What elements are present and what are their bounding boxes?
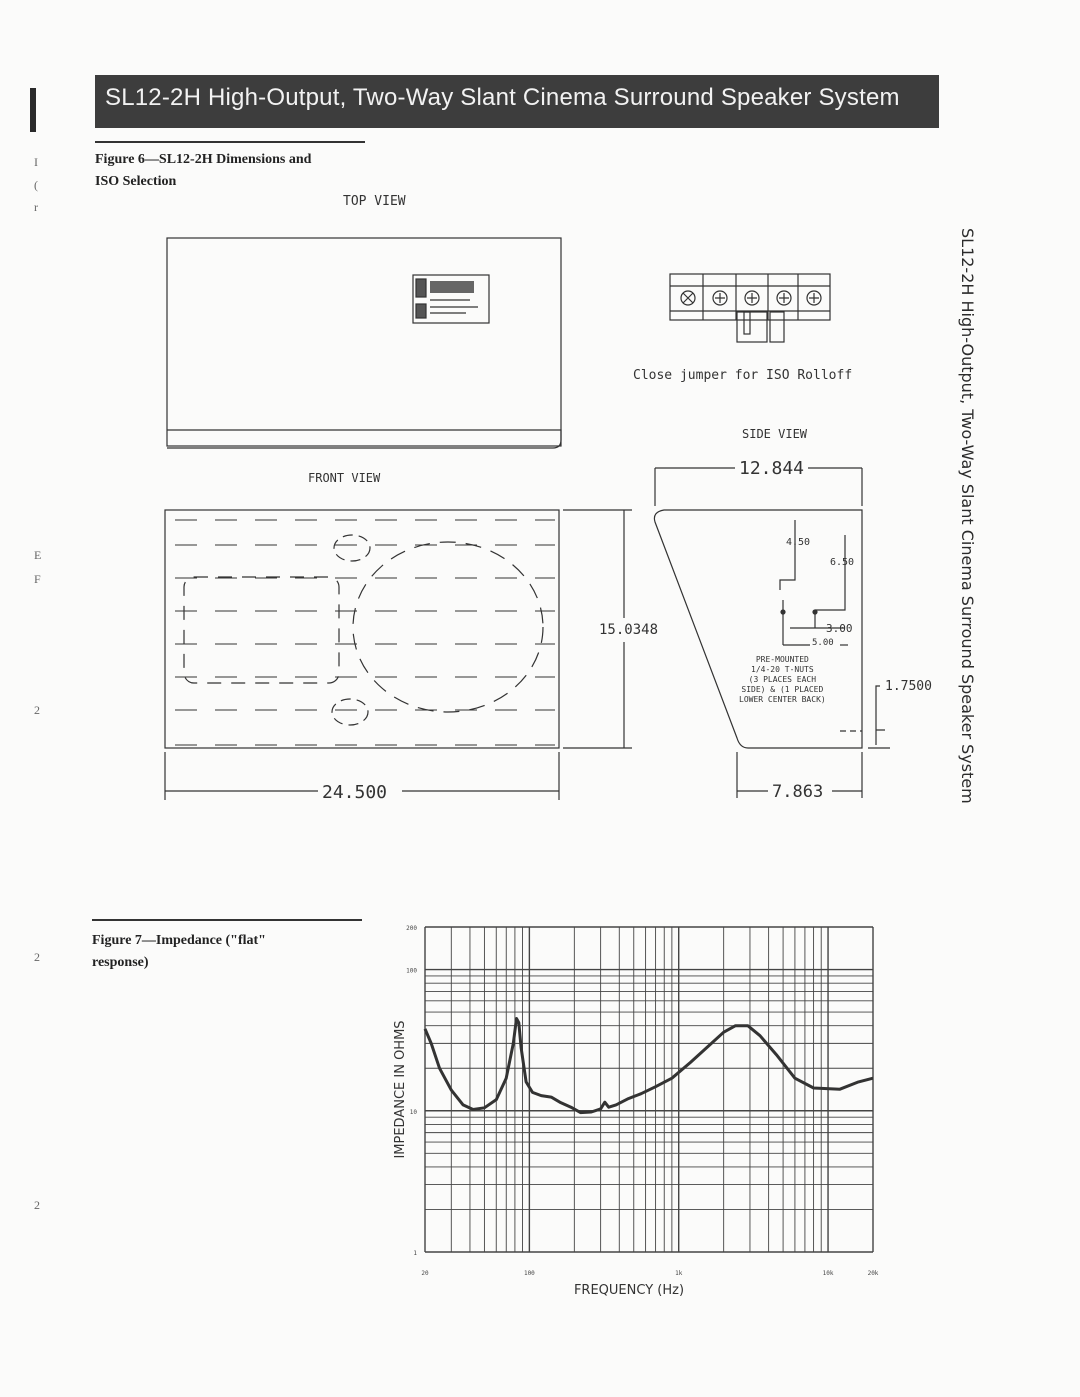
tnut-note-line: (3 PLACES EACH [748,675,817,684]
chart-ticks [406,925,879,1277]
x-tick-label: 10k [822,1270,834,1277]
dimension-3-00: 3.00 [826,622,853,635]
x-tick-label: 100 [523,1270,535,1277]
side-running-title: SL12-2H High-Output, Two-Way Slant Cinema Surround Speaker System [958,228,977,804]
x-tick-label: 20k [867,1270,879,1277]
front-view-dimensions [165,510,632,800]
tnut-note-line: SIDE) & (1 PLACED [741,685,824,694]
y-tick-label: 200 [406,925,417,932]
dimension-height: 15.0348 [599,622,659,638]
jumper-note: Close jumper for ISO Rolloff [633,368,853,383]
y-axis-label: IMPEDANCE IN OHMS [393,1020,408,1159]
margin-glyph: r [34,200,38,214]
figure6-caption-line2: ISO Selection [95,174,177,189]
side-view-outline [654,468,890,798]
page-title: SL12-2H High-Output, Two-Way Slant Cinema Surround Speaker System [105,84,900,111]
margin-glyph: 2 [34,703,40,717]
figure7-caption-line1: Figure 7—Impedance ("flat" [92,933,266,948]
top-view-outline [167,238,561,448]
dimension-side-top: 12.844 [736,458,807,479]
dimension-5-00: 5.00 [812,638,834,648]
front-view-label: FRONT VIEW [308,471,381,485]
tnut-note-line: LOWER CENTER BACK) [739,695,826,704]
margin-glyph: ( [34,178,38,192]
dimension-4-50: 4.50 [786,537,811,548]
front-view-outline [165,510,559,748]
impedance-curve [425,1019,873,1113]
margin-glyph: F [34,572,41,586]
y-tick-label: 100 [406,967,417,975]
margin-glyph: 2 [34,950,40,964]
x-axis-label: FREQUENCY (Hz) [573,1283,685,1298]
figure7-caption-line2: response) [92,955,149,970]
x-tick-label: 1k [675,1270,683,1277]
terminal-strip [670,274,830,342]
dimension-offset: 1.7500 [885,679,932,694]
top-view-label: TOP VIEW [343,194,406,209]
y-tick-label: 1 [413,1250,417,1257]
dimension-width: 24.500 [322,782,388,803]
x-tick-label: 20 [421,1270,429,1277]
margin-glyph: I [34,155,38,169]
y-tick-label: 10 [409,1108,417,1116]
margin-glyph: E [34,548,42,562]
caption-rule [92,919,362,921]
dimension-6-50: 6.50 [830,557,855,568]
nameplate-label [413,275,489,323]
tnut-note-line: PRE-MOUNTED [755,655,809,664]
impedance-chart [380,915,890,1305]
dimension-side-bottom: 7.863 [772,782,824,802]
figure7-caption [92,930,266,974]
tnut-note-line: 1/4-20 T-NUTS [751,665,814,674]
side-view-label: SIDE VIEW [742,427,808,441]
figure6-caption-line1: Figure 6—SL12-2H Dimensions and [95,152,312,167]
margin-glyph: 2 [34,1198,40,1212]
